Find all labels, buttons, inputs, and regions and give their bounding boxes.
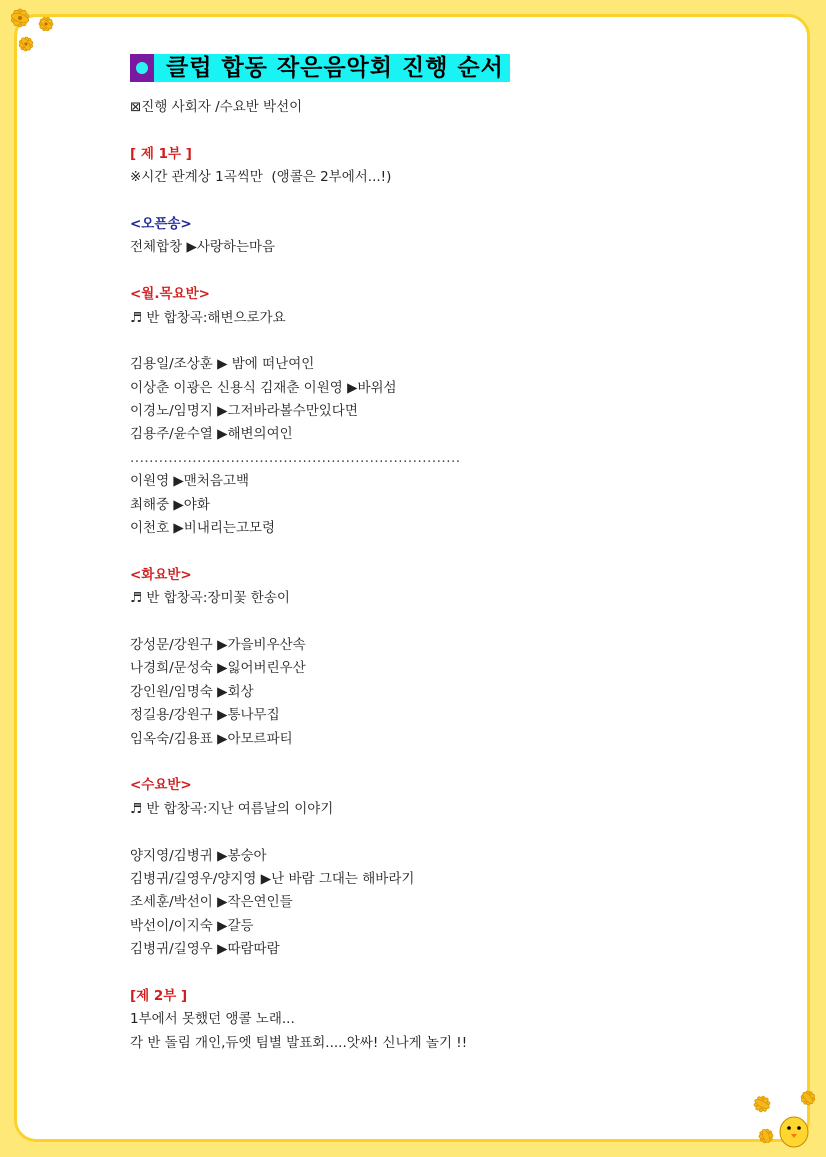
list-item: 이경노/임명지 ▶그저바라볼수만있다면 bbox=[130, 403, 358, 420]
dotted-divider: ..................................................................... bbox=[130, 449, 461, 466]
flower-decoration-icon bbox=[4, 4, 68, 64]
tue-header: <화요반> bbox=[130, 566, 192, 583]
wed-chorus: ♬ 반 합창곡:지난 여름날의 이야기 bbox=[130, 800, 334, 817]
list-item: 최해중 ▶야화 bbox=[130, 496, 210, 513]
document-content bbox=[130, 54, 730, 1055]
part2-line: 1부에서 못했던 앵콜 노래... bbox=[130, 1011, 295, 1028]
list-item: 조세훈/박선이 ▶작은연인들 bbox=[130, 894, 293, 911]
list-item: 김용주/윤수열 ▶해변의여인 bbox=[130, 426, 293, 443]
title-bar bbox=[130, 54, 730, 84]
part2-header: [제 2부 ] bbox=[130, 987, 188, 1004]
chick-decoration-icon bbox=[748, 1088, 822, 1154]
list-item: 김병귀/길영우/양지영 ▶난 바람 그대는 해바라기 bbox=[130, 870, 415, 887]
wed-header: <수요반> bbox=[130, 777, 192, 794]
host-line: ⊠진행 사회자 /수요반 박선이 bbox=[130, 99, 303, 115]
list-item: 양지영/김병귀 ▶봉숭아 bbox=[130, 847, 267, 864]
opening-line: 전체합창 ▶사랑하는마음 bbox=[130, 239, 276, 256]
list-item: 이상춘 이광은 신용식 김재춘 이원영 ▶바위섬 bbox=[130, 379, 397, 396]
list-item: 정길용/강원구 ▶통나무집 bbox=[130, 707, 280, 724]
part1-note: ※시간 관계상 1곡씩만 (앵콜은 2부에서...!) bbox=[130, 169, 392, 186]
title-bullet-icon bbox=[130, 54, 154, 82]
part1-header: [ 제 1부 ] bbox=[130, 145, 192, 162]
page-title: 클럽 합동 작은음악회 진행 순서 bbox=[154, 54, 510, 82]
list-item: 나경희/문성숙 ▶잃어버린우산 bbox=[130, 660, 306, 677]
list-item: 강인원/임명숙 ▶회상 bbox=[130, 683, 254, 700]
list-item: 강성문/강원구 ▶가을비우산속 bbox=[130, 636, 306, 653]
part2-line: 각 반 돌림 개인,듀엣 팀별 발표회.....앗싸! 신나게 놀기 !! bbox=[130, 1034, 468, 1051]
list-item: 박선이/이지숙 ▶갈등 bbox=[130, 917, 254, 934]
list-item: 김병귀/길영우 ▶따람따람 bbox=[130, 941, 280, 958]
list-item: 김용일/조상훈 ▶ 밤에 떠난여인 bbox=[130, 356, 315, 373]
list-item: 이원영 ▶맨처음고백 bbox=[130, 473, 250, 490]
list-item: 임옥숙/김용표 ▶아모르파티 bbox=[130, 730, 293, 747]
monthu-chorus: ♬ 반 합창곡:해변으로가요 bbox=[130, 309, 286, 326]
opening-header: <오픈송> bbox=[130, 215, 192, 232]
list-item: 이천호 ▶비내리는고모령 bbox=[130, 520, 276, 537]
monthu-header: <월.목요반> bbox=[130, 286, 210, 303]
tue-chorus: ♬ 반 합창곡:장미꽃 한송이 bbox=[130, 590, 290, 607]
